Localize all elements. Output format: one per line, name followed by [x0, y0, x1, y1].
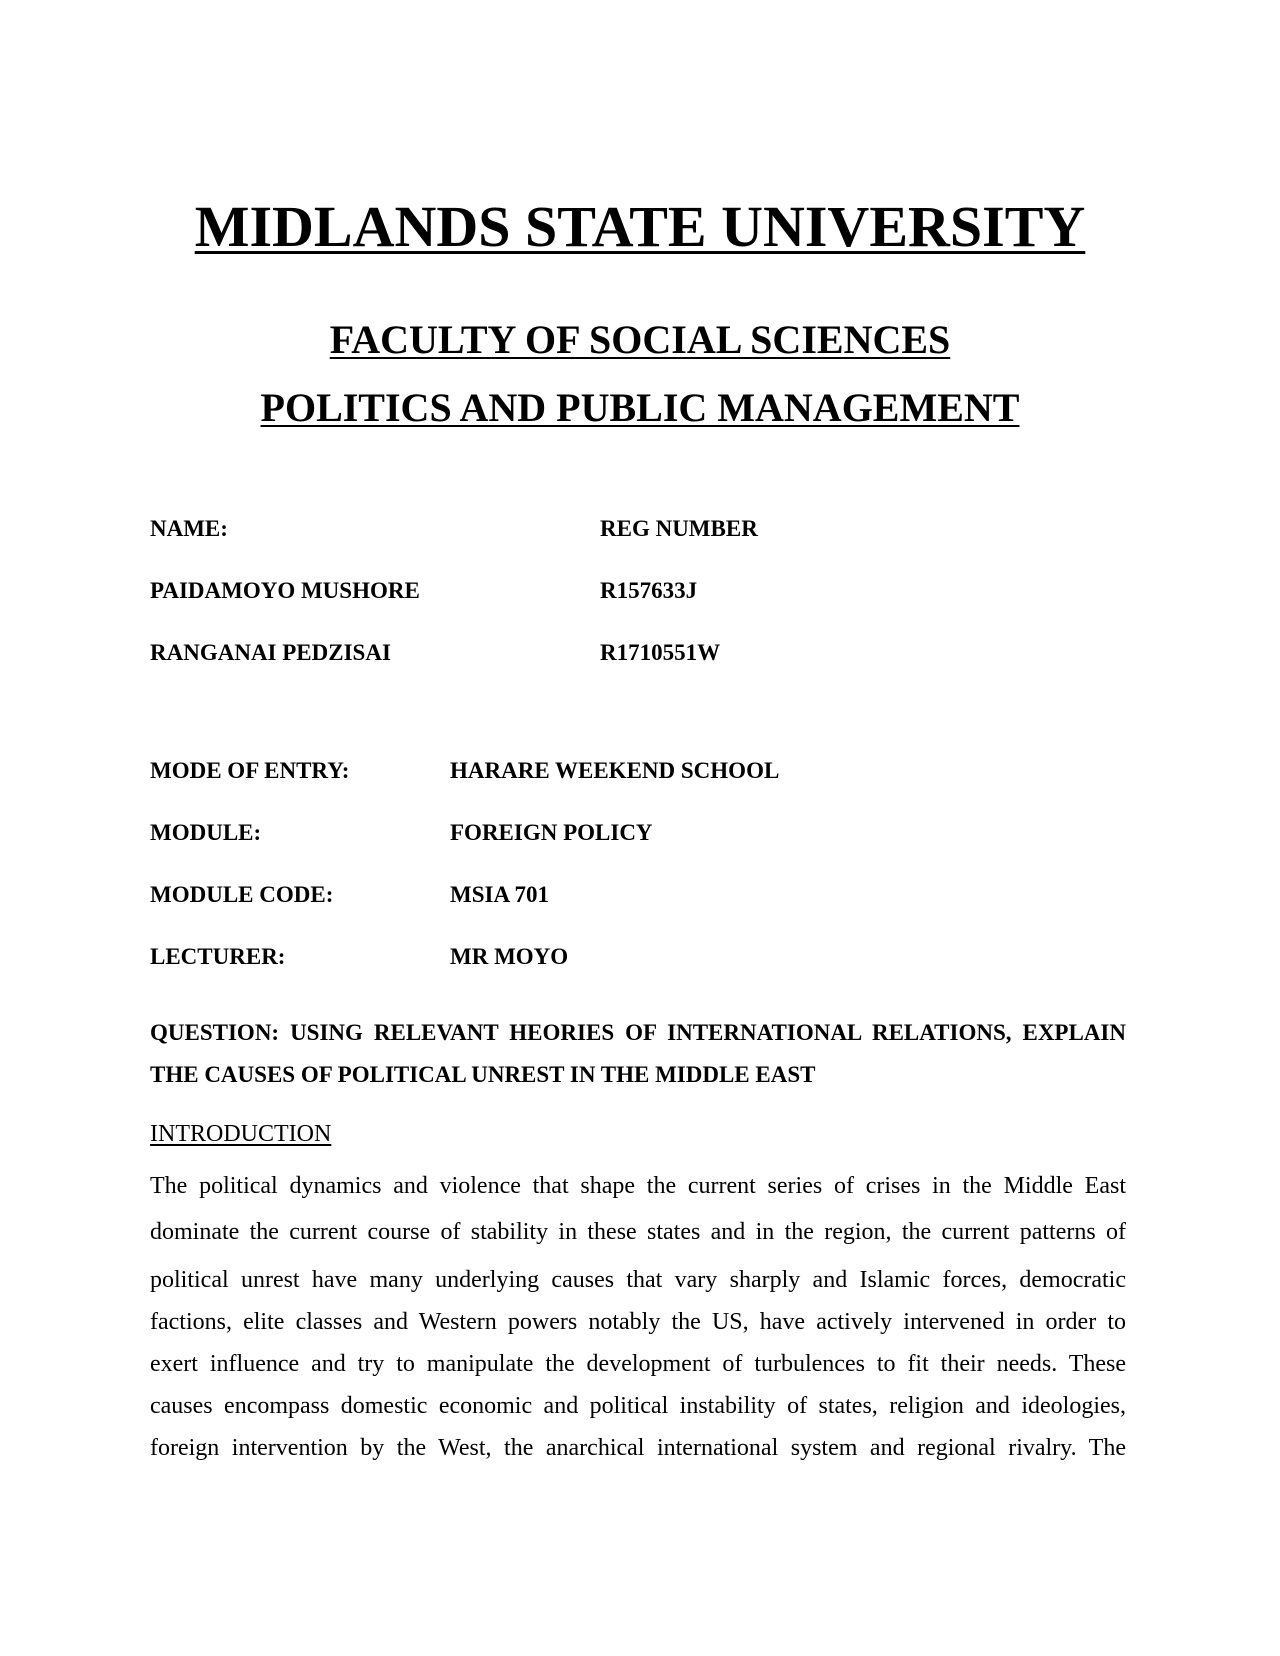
question-text: QUESTION: USING RELEVANT HEORIES OF INTERNATIONAL RELATIONS, EXPLAIN THE CAUSES OF POLITICAL UNREST IN THE MIDDLE EAST	[150, 1020, 1126, 1087]
mode-of-entry-value: HARARE WEEKEND SCHOOL	[450, 758, 780, 783]
introduction-heading: INTRODUCTION	[150, 1121, 332, 1147]
student-name: RANGANAI PEDZISAI	[150, 640, 391, 665]
introduction-line: dominate the current course of stability in these states and in the region, the current patterns of	[150, 1219, 1126, 1245]
introduction-line: foreign intervention by the West, the anarchical international system and regional rivalry. The	[150, 1435, 1126, 1461]
module-code-value: MSIA 701	[450, 882, 550, 907]
student-reg-number: R1710551W	[600, 640, 721, 665]
introduction-line: causes encompass domestic economic and political instability of states, religion and ideologies,	[150, 1393, 1126, 1419]
lecturer-value: MR MOYO	[450, 944, 569, 969]
introduction-line: The political dynamics and violence that shape the current series of crises in the Middle East	[150, 1173, 1126, 1199]
student-reg-number: R157633J	[600, 578, 698, 603]
university-title: MIDLANDS STATE UNIVERSITY	[194, 194, 1086, 259]
lecturer-label: LECTURER:	[150, 944, 286, 969]
introduction-line: factions, elite classes and Western powers notably the US, have actively intervened in order to	[150, 1309, 1126, 1335]
reg-column-header: REG NUMBER	[600, 516, 758, 541]
faculty-heading: FACULTY OF SOCIAL SCIENCES	[329, 317, 951, 362]
module-code-label: MODULE CODE:	[150, 882, 334, 907]
introduction-line: political unrest have many underlying causes that vary sharply and Islamic forces, democratic	[150, 1267, 1126, 1293]
student-name: PAIDAMOYO MUSHORE	[150, 578, 420, 603]
department-heading: POLITICS AND PUBLIC MANAGEMENT	[260, 385, 1020, 430]
module-value: FOREIGN POLICY	[450, 820, 653, 845]
module-label: MODULE:	[150, 820, 262, 845]
name-column-header: NAME:	[150, 516, 228, 541]
introduction-line: exert influence and try to manipulate the development of turbulences to fit their needs. These	[150, 1351, 1126, 1377]
mode-of-entry-label: MODE OF ENTRY:	[150, 758, 350, 783]
